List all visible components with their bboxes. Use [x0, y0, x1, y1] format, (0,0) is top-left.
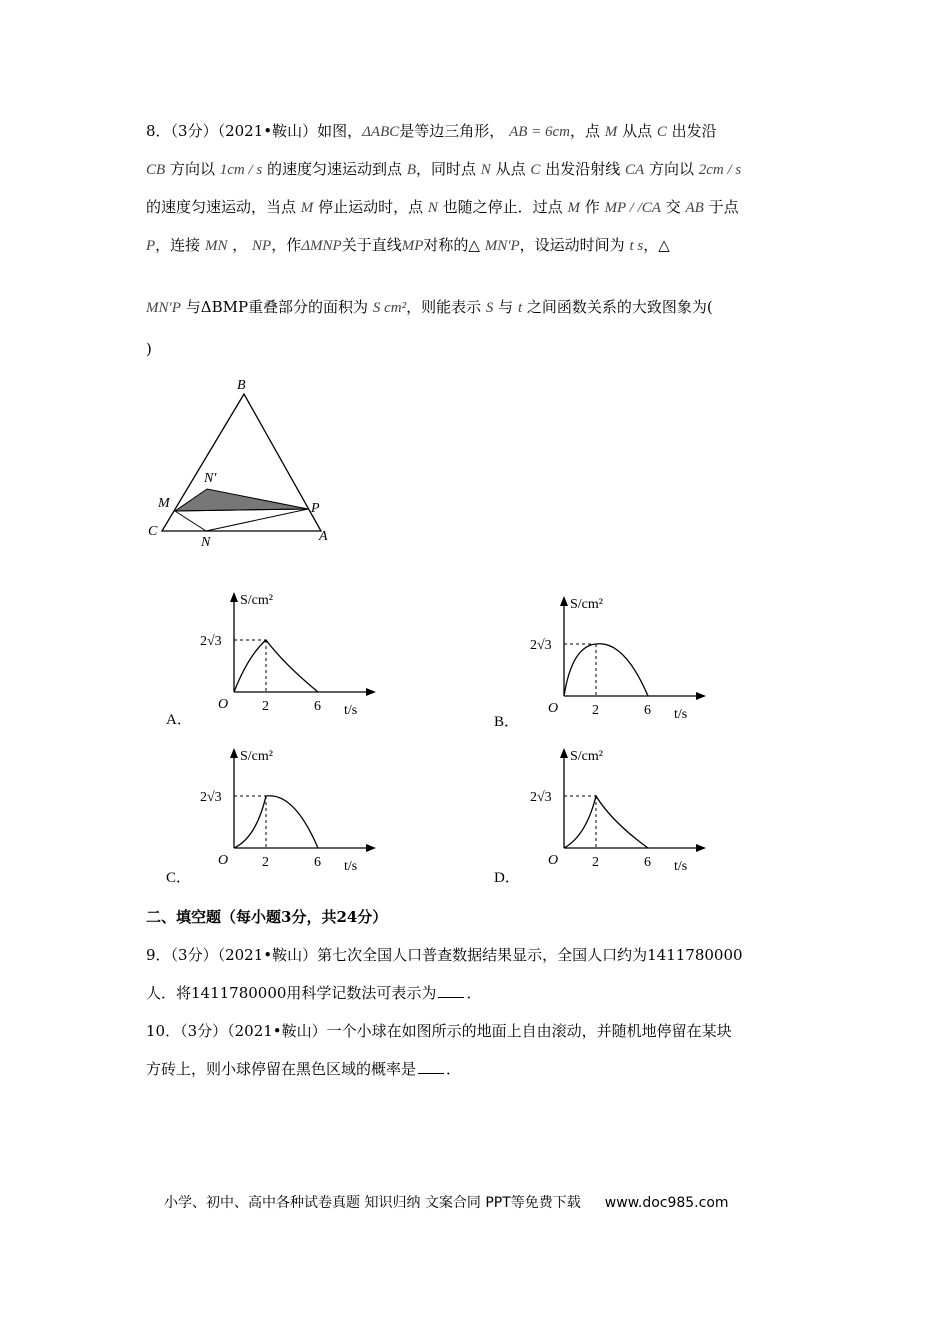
- function-curve: [564, 796, 648, 848]
- y-tick-label: 2√3: [200, 790, 222, 805]
- footer: [164, 1192, 729, 1212]
- segment-np: [206, 509, 308, 531]
- q8-line-6: ): [146, 340, 152, 358]
- section-2-title: 二、填空题（每小题3分，共24分）: [146, 908, 388, 926]
- q8-line-4: P，连接 MN ， NP，作ΔMNP关于直线MP对称的△ MN′P，设运动时间为 t s，△: [146, 236, 670, 254]
- q10-line-2: 方砖上，则小球停留在黑色区域的概率是 ．: [146, 1060, 462, 1078]
- x-axis-arrow: [696, 692, 706, 700]
- option-b[interactable]: [490, 590, 720, 736]
- x-tick-label: 6: [314, 855, 321, 870]
- function-curve: [234, 640, 318, 692]
- option-c[interactable]: [160, 742, 390, 888]
- label-a: A: [319, 529, 328, 544]
- function-curve: [564, 644, 648, 696]
- q8-line-3: 的速度匀速运动，当点 M 停止运动时，点 N 也随之停止．过点 M 作 MP / /CA 交 AB 于点: [146, 198, 739, 216]
- x-axis-label: t/s: [344, 859, 358, 874]
- x-tick-label: 2: [592, 703, 599, 718]
- triangle-figure: [140, 370, 340, 550]
- option-a-label: A．: [166, 712, 192, 728]
- y-axis-label: S/cm²: [240, 749, 273, 764]
- x-axis-label: t/s: [674, 707, 688, 722]
- x-tick-label: 6: [644, 703, 651, 718]
- q8-line-5: MN′P 与ΔBMP重叠部分的面积为 S cm²，则能表示 S 与 t 之间函数关系的大致图象为(: [146, 298, 713, 316]
- shaded-overlap: [175, 489, 308, 511]
- x-axis-arrow: [366, 844, 376, 852]
- footer-text: 小学、初中、高中各种试卷真题 知识归纳 文案合同 PPT等免费下载: [164, 1195, 581, 1211]
- origin-label: O: [548, 701, 559, 716]
- origin-label: O: [218, 853, 229, 868]
- x-axis-label: t/s: [344, 703, 358, 718]
- option-d[interactable]: [490, 742, 720, 888]
- y-axis-label: S/cm²: [240, 593, 273, 608]
- x-axis-label: t/s: [674, 859, 688, 874]
- function-curve: [234, 796, 318, 848]
- y-axis-arrow: [230, 748, 238, 758]
- option-a[interactable]: [160, 586, 390, 732]
- q9-answer-blank[interactable]: [438, 983, 464, 998]
- y-tick-label: 2√3: [530, 638, 552, 653]
- label-n: N: [201, 535, 211, 550]
- y-axis-arrow: [560, 748, 568, 758]
- graph-c: [196, 742, 386, 882]
- graph-a: [196, 586, 386, 726]
- option-b-label: B．: [494, 714, 520, 730]
- x-axis-arrow: [696, 844, 706, 852]
- label-n-prime: N′: [204, 471, 217, 486]
- x-tick-label: 2: [592, 855, 599, 870]
- origin-label: O: [218, 697, 229, 712]
- option-d-label: D．: [494, 870, 520, 886]
- option-c-label: C．: [166, 870, 192, 886]
- q9-line-2: 人．将1411780000用科学记数法可表示为 ．: [146, 984, 482, 1002]
- q10-answer-blank[interactable]: [418, 1059, 444, 1074]
- q9-line-1: 9．（3分）（2021•鞍山）第七次全国人口普查数据结果显示，全国人口约为1411780000: [146, 946, 743, 964]
- footer-url[interactable]: www.doc985.com: [604, 1195, 729, 1211]
- q10-line-1: 10．（3分）（2021•鞍山）一个小球在如图所示的地面上自由滚动，并随机地停留在某块: [146, 1022, 732, 1040]
- segment-mn: [175, 511, 206, 531]
- x-tick-label: 6: [644, 855, 651, 870]
- label-c: C: [148, 524, 158, 539]
- label-p: P: [311, 501, 320, 516]
- origin-label: O: [548, 853, 559, 868]
- y-axis-arrow: [230, 592, 238, 602]
- q8-line-1: 8．（3分）（2021•鞍山）如图，ΔABC是等边三角形， AB = 6cm，点 M 从点 C 出发沿: [146, 122, 717, 140]
- q8-line-2: CB 方向以 1cm / s 的速度匀速运动到点 B，同时点 N 从点 C 出发沿射线 CA 方向以 2cm / s: [146, 160, 742, 178]
- y-axis-arrow: [560, 596, 568, 606]
- y-axis-label: S/cm²: [570, 597, 603, 612]
- y-tick-label: 2√3: [200, 634, 222, 649]
- graph-b: [526, 590, 716, 730]
- label-b: B: [237, 378, 246, 393]
- x-tick-label: 2: [262, 855, 269, 870]
- y-tick-label: 2√3: [530, 790, 552, 805]
- y-axis-label: S/cm²: [570, 749, 603, 764]
- x-tick-label: 6: [314, 699, 321, 714]
- graph-d: [526, 742, 716, 882]
- label-m: M: [158, 496, 170, 511]
- x-axis-arrow: [366, 688, 376, 696]
- x-tick-label: 2: [262, 699, 269, 714]
